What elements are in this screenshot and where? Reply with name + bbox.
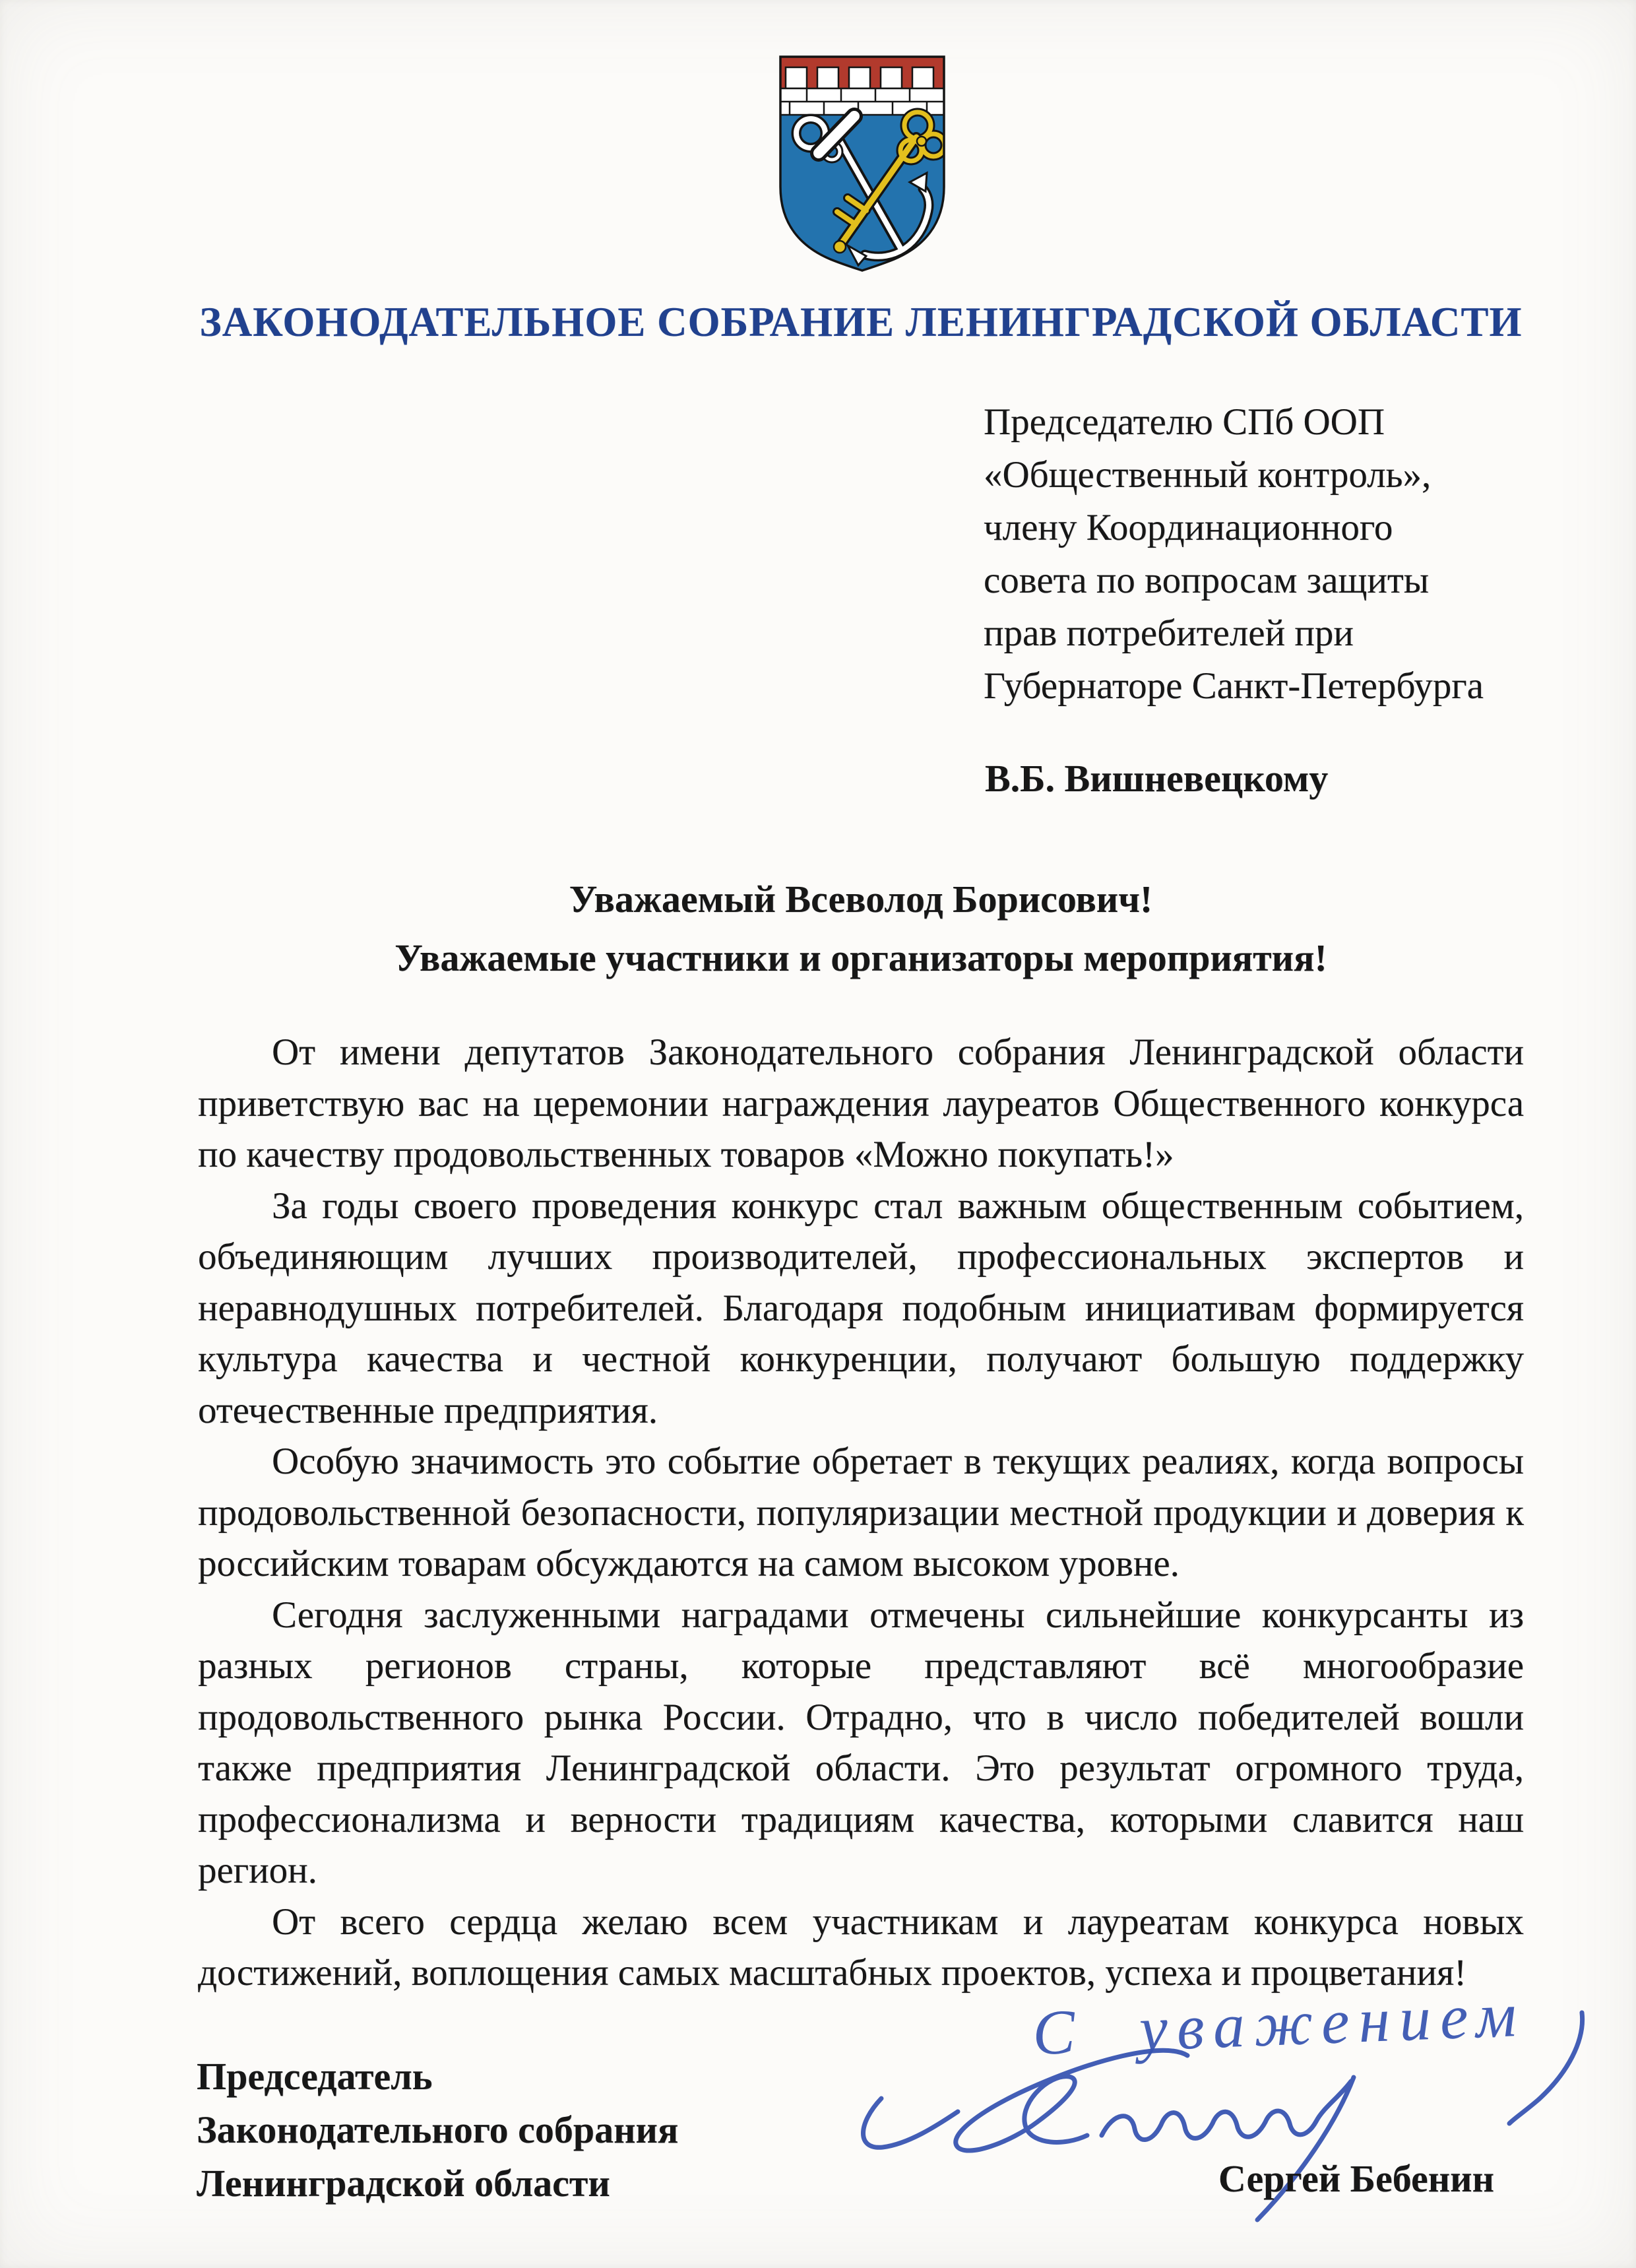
body-paragraph: За годы своего проведения конкурс стал важным общественным событием, объединяющим лучших производителей, профессиональных экспертов и неравнодушных потребителей. Благодаря подобным инициативам формируется культура качества и честной конкуренции, получают большую поддержку отечественные предприятия.: [198, 1184, 1524, 1431]
addressee-line: члену Координационного: [984, 507, 1393, 548]
addressee-line: «Общественный контроль»,: [984, 454, 1432, 496]
addressee-block: [984, 396, 1531, 713]
handwritten-closing-note: С уважением: [1031, 1978, 1527, 2069]
addressee-name: В.Б. Вишневецкому: [985, 757, 1329, 800]
salutation-line-2: Уважаемые участники и организаторы мероприятия!: [394, 936, 1327, 979]
addressee-line: Губернаторе Санкт-Петербурга: [984, 665, 1484, 707]
signer-title-line: Ленинградской области: [197, 2162, 610, 2205]
signer-title-line: Председатель: [197, 2055, 433, 2098]
signature-flourish: [851, 1999, 1603, 2237]
body-paragraph: От имени депутатов Законодательного собрания Ленинградской области приветствую вас на церемонии награждения лауреатов Общественного конкурса по качеству продовольственных товаров «Можно покупать!»: [198, 1031, 1524, 1175]
addressee-line: прав потребителей при: [984, 612, 1354, 654]
signer-title-line: Законодательного собрания: [197, 2108, 679, 2151]
body-paragraph: От всего сердца желаю всем участникам и лауреатам конкурса новых достижений, воплощения самых масштабных проектов, успеха и процветания!: [198, 1900, 1524, 1993]
body-paragraph: Особую значимость это событие обретает в текущих реалиях, когда вопросы продовольственной безопасности, популяризации местной продукции и доверия к российским товарам обсуждаются на самом высоком уровне.: [198, 1441, 1524, 1584]
body-paragraph: Сегодня заслуженными наградами отмечены сильнейшие конкурсанты из разных регионов страны, которые представляют всё многообразие продовольственного рынка России. Отрадно, что в число победителей вошли также предприятия Ленинградской области. Это результат огромного труда, профессионализма и верности традициям качества, которыми славится наш регион.: [198, 1594, 1524, 1891]
salutation-line-1: Уважаемый Всеволод Борисович!: [569, 878, 1153, 921]
addressee-line: Председателю СПб ООП: [984, 401, 1385, 443]
letter-body: [198, 1027, 1524, 1999]
coat-of-arms-leningrad-oblast-icon: [775, 51, 949, 275]
salutation: [198, 870, 1524, 987]
signer-name: Сергей Бебенин: [1218, 2157, 1494, 2200]
addressee-line: совета по вопросам защиты: [984, 560, 1430, 601]
signer-title-block: [197, 2050, 790, 2210]
letterhead-title: ЗАКОНОДАТЕЛЬНОЕ СОБРАНИЕ ЛЕНИНГРАДСКОЙ ОБЛАСТИ: [199, 299, 1523, 345]
